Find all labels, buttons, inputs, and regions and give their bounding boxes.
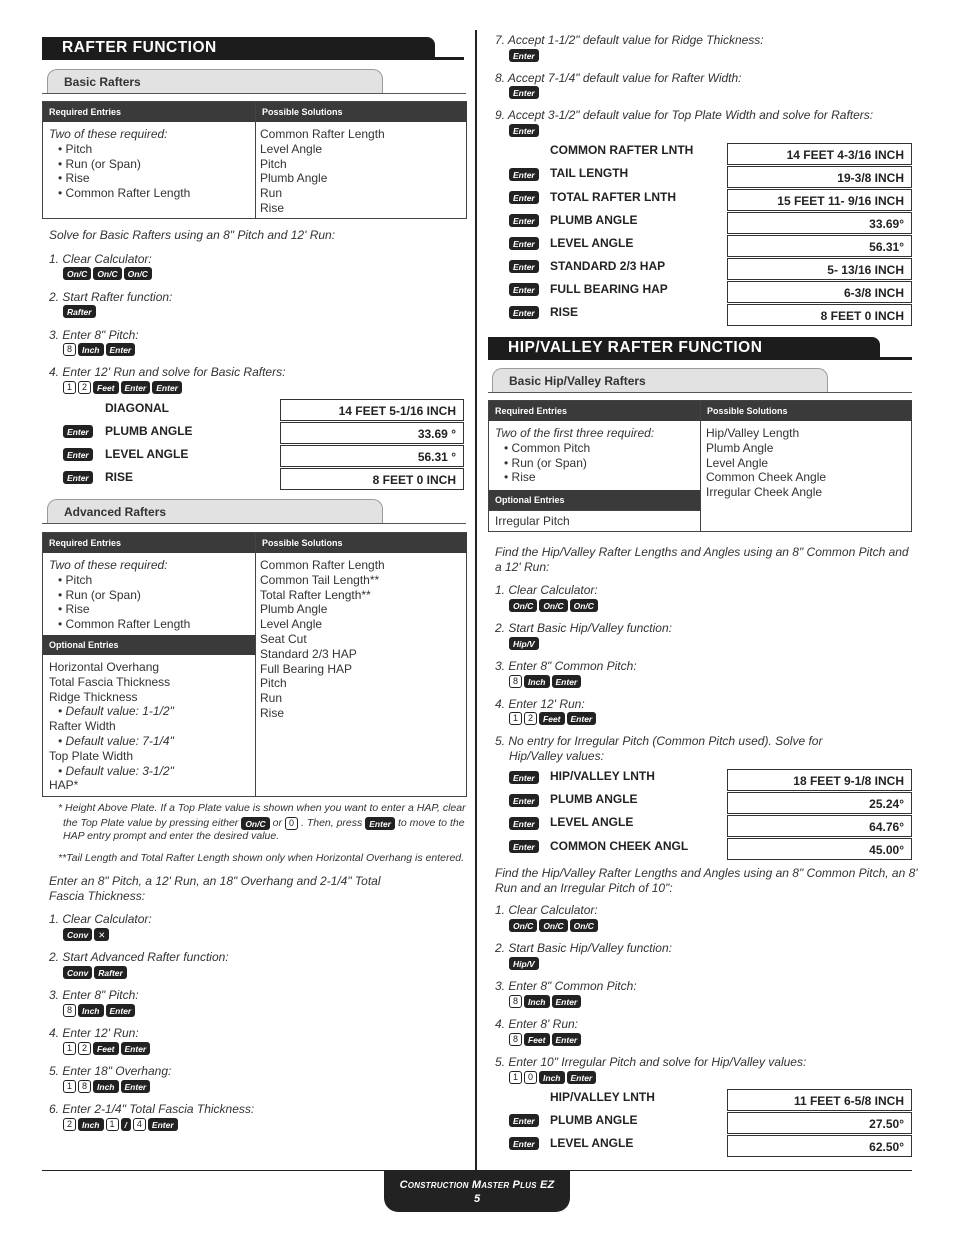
result-value: 62.50° bbox=[727, 1135, 912, 1157]
enter-key: Enter bbox=[509, 86, 539, 99]
step-text: 9. Accept 3-1/2" default value for Top Plate Width and solve for Rafters: bbox=[495, 108, 874, 122]
inch-key: Inch bbox=[78, 1004, 103, 1017]
key-sequence bbox=[63, 1080, 150, 1093]
possible-solutions-cell bbox=[260, 127, 385, 216]
list-item: • Run (or Span) bbox=[504, 455, 587, 470]
onc-key: On/C bbox=[241, 817, 269, 830]
step-text: 8. Accept 7-1/4" default value for Rafter Width: bbox=[495, 71, 742, 85]
enter-key: Enter bbox=[567, 1071, 597, 1084]
step-text: 2. Start Basic Hip/Valley function: bbox=[495, 621, 672, 635]
result-label: PLUMB ANGLE bbox=[550, 792, 638, 806]
key-sequence bbox=[63, 267, 152, 280]
rafter-key: Rafter bbox=[94, 966, 127, 979]
onc-key: On/C bbox=[539, 919, 567, 932]
inch-key: Inch bbox=[524, 675, 549, 688]
list-item: Total Fascia Thickness bbox=[49, 674, 171, 689]
enter-key: Enter bbox=[567, 712, 597, 725]
result-label: RISE bbox=[550, 305, 579, 319]
page-number: 5 bbox=[473, 1193, 481, 1205]
digit-key: 1 bbox=[63, 1080, 76, 1093]
enter-key: Enter bbox=[509, 49, 539, 62]
advanced-intro: Fascia Thickness: bbox=[49, 889, 146, 903]
list-item: Common Cheek Angle bbox=[706, 470, 827, 485]
list-item: Pitch bbox=[260, 676, 287, 691]
enter-key: Enter bbox=[106, 1004, 136, 1017]
list-item: Plumb Angle bbox=[260, 171, 328, 186]
enter-key: Enter bbox=[509, 214, 539, 227]
table-divider bbox=[255, 533, 256, 796]
required-entries-cell bbox=[49, 127, 190, 201]
list-item: • Rise bbox=[58, 171, 90, 186]
step-text: 1. Clear Calculator: bbox=[495, 583, 598, 597]
enter-key: Enter bbox=[509, 817, 539, 830]
enter-key: Enter bbox=[552, 995, 582, 1008]
list-item: • Run (or Span) bbox=[58, 587, 141, 602]
enter-key: Enter bbox=[509, 771, 539, 784]
step-text: 3. Enter 8" Common Pitch: bbox=[495, 659, 637, 673]
list-item: Rafter Width bbox=[49, 719, 116, 734]
possible-solutions-cell bbox=[706, 426, 826, 500]
possible-solutions-header: Possible Solutions bbox=[255, 102, 467, 122]
basic-hip-valley-tab: Basic Hip/Valley Rafters bbox=[492, 368, 828, 392]
result-label: LEVEL ANGLE bbox=[550, 1136, 634, 1150]
list-item: • Common Pitch bbox=[504, 440, 591, 455]
list-item: • Default value: 1-1/2" bbox=[58, 704, 174, 719]
enter-key: Enter bbox=[121, 381, 151, 394]
list-item: • Common Rafter Length bbox=[58, 617, 191, 632]
required-intro: Two of the first three required: bbox=[495, 426, 655, 440]
possible-solutions-header: Possible Solutions bbox=[700, 401, 912, 421]
result-value: 25.24° bbox=[727, 792, 912, 814]
required-entries-cell bbox=[495, 426, 654, 485]
digit-key: 8 bbox=[509, 675, 522, 688]
optional-entries-header: Optional Entries bbox=[489, 490, 700, 510]
basic-rafters-table bbox=[42, 101, 467, 219]
digit-key: 1 bbox=[63, 381, 76, 394]
enter-key: Enter bbox=[509, 306, 539, 319]
inch-key: Inch bbox=[78, 343, 103, 356]
onc-key: On/C bbox=[509, 599, 537, 612]
list-item: Rise bbox=[260, 200, 285, 215]
step-text: 6. Enter 2-1/4" Total Fascia Thickness: bbox=[49, 1102, 255, 1116]
digit-key: 1 bbox=[509, 1071, 522, 1084]
enter-key: Enter bbox=[121, 1080, 151, 1093]
step-text: 1. Clear Calculator: bbox=[49, 912, 152, 926]
basic-rafters-tab: Basic Rafters bbox=[47, 69, 383, 93]
step-text: 2. Start Rafter function: bbox=[49, 290, 173, 304]
tab-rule bbox=[42, 93, 466, 94]
result-value: 14 FEET 4-3/16 INCH bbox=[727, 143, 912, 165]
example-intro: a 12' Run: bbox=[495, 560, 550, 574]
step-text: 3. Enter 8" Pitch: bbox=[49, 988, 139, 1002]
step-text: 1. Clear Calculator: bbox=[49, 252, 152, 266]
feet-key: Feet bbox=[93, 1042, 118, 1055]
key-sequence bbox=[509, 1033, 581, 1046]
result-value: 45.00° bbox=[727, 838, 912, 860]
required-entries-header: Required Entries bbox=[43, 102, 255, 122]
list-item: Level Angle bbox=[260, 141, 323, 156]
list-item: Plumb Angle bbox=[260, 602, 328, 617]
clear-all-key: ✕ bbox=[94, 928, 109, 941]
required-entries-header: Required Entries bbox=[489, 401, 700, 421]
list-item: Standard 2/3 HAP bbox=[260, 646, 357, 661]
onc-key: On/C bbox=[570, 599, 598, 612]
digit-key: 8 bbox=[63, 1004, 76, 1017]
result-value: 14 FEET 5-1/16 INCH bbox=[280, 399, 464, 421]
tab-rule bbox=[488, 392, 912, 393]
inch-key: Inch bbox=[524, 995, 549, 1008]
onc-key: On/C bbox=[63, 267, 91, 280]
result-value: 19-3/8 INCH bbox=[727, 166, 912, 188]
possible-solutions-cell bbox=[260, 558, 385, 721]
note-text: to move to the bbox=[398, 817, 465, 829]
enter-key: Enter bbox=[509, 794, 539, 807]
list-item: • Pitch bbox=[58, 141, 93, 156]
footer-title: Construction Master Plus EZ bbox=[399, 1179, 555, 1191]
key-sequence bbox=[509, 919, 598, 932]
result-label: COMMON RAFTER LNTH bbox=[550, 143, 694, 157]
feet-key: Feet bbox=[524, 1033, 549, 1046]
step-text: 3. Enter 8" Common Pitch: bbox=[495, 979, 637, 993]
feet-key: Feet bbox=[93, 381, 118, 394]
result-value: 6-3/8 INCH bbox=[727, 281, 912, 303]
footnote-tail: **Tail Length and Total Rafter Length shown only when Horizontal Overhang is entered. bbox=[58, 852, 465, 864]
advanced-rafters-tab: Advanced Rafters bbox=[47, 499, 383, 523]
digit-key: 2 bbox=[63, 1118, 76, 1131]
possible-solutions-header: Possible Solutions bbox=[255, 533, 467, 553]
list-item: Common Tail Length** bbox=[260, 572, 380, 587]
example-intro: Find the Hip/Valley Rafter Lengths and Angles using an 8" Common Pitch, an 8' bbox=[495, 866, 918, 880]
hip-valley-function-header: HIP/VALLEY RAFTER FUNCTION bbox=[488, 337, 880, 360]
onc-key: On/C bbox=[93, 267, 121, 280]
advanced-intro: Enter an 8" Pitch, a 12' Run, an 18" Overhang and 2-1/4" Total bbox=[49, 874, 381, 888]
footnote-hap-line2 bbox=[63, 817, 465, 830]
key-sequence bbox=[509, 1071, 596, 1084]
result-label: PLUMB ANGLE bbox=[550, 1113, 638, 1127]
digit-key: 8 bbox=[78, 1080, 91, 1093]
inch-key: Inch bbox=[78, 1118, 103, 1131]
result-label: TAIL LENGTH bbox=[550, 166, 629, 180]
list-item: Rise bbox=[260, 705, 285, 720]
tab-rule bbox=[42, 523, 466, 524]
enter-key: Enter bbox=[509, 124, 539, 137]
optional-entries-cell bbox=[49, 660, 174, 793]
step-text: 1. Clear Calculator: bbox=[495, 903, 598, 917]
result-label: STANDARD 2/3 HAP bbox=[550, 259, 666, 273]
enter-key: Enter bbox=[509, 283, 539, 296]
key-sequence bbox=[509, 995, 581, 1008]
hip-valley-key: Hip/V bbox=[509, 957, 539, 970]
list-item: • Default value: 7-1/4" bbox=[58, 733, 174, 748]
key-sequence bbox=[509, 637, 539, 650]
optional-entries-header: Optional Entries bbox=[43, 635, 255, 655]
enter-key: Enter bbox=[365, 817, 395, 830]
result-label: FULL BEARING HAP bbox=[550, 282, 668, 296]
digit-key: 8 bbox=[63, 343, 76, 356]
enter-key: Enter bbox=[148, 1118, 178, 1131]
list-item: Level Angle bbox=[260, 617, 323, 632]
step-text: 4. Enter 12' Run and solve for Basic Rafters: bbox=[49, 365, 286, 379]
inch-key: Inch bbox=[93, 1080, 118, 1093]
note-text: the Top Plate value by pressing either bbox=[63, 817, 239, 829]
digit-key: 0 bbox=[285, 817, 298, 830]
list-item: • Common Rafter Length bbox=[58, 186, 191, 201]
result-value: 8 FEET 0 INCH bbox=[727, 304, 912, 326]
result-label: COMMON CHEEK ANGL bbox=[550, 839, 689, 853]
step-text: 4. Enter 12' Run: bbox=[49, 1026, 139, 1040]
result-value: 56.31° bbox=[727, 235, 912, 257]
list-item: Pitch bbox=[260, 156, 287, 171]
key-sequence bbox=[63, 1004, 135, 1017]
cell-rule bbox=[489, 510, 700, 511]
key-sequence bbox=[509, 675, 581, 688]
step-text: 4. Enter 12' Run: bbox=[495, 697, 585, 711]
result-value: 15 FEET 11- 9/16 INCH bbox=[727, 189, 912, 211]
key-sequence bbox=[63, 1118, 178, 1131]
result-label: LEVEL ANGLE bbox=[550, 236, 634, 250]
enter-key: Enter bbox=[509, 840, 539, 853]
conv-key: Conv bbox=[63, 928, 92, 941]
feet-key: Feet bbox=[539, 712, 564, 725]
step-text: 4. Enter 8' Run: bbox=[495, 1017, 579, 1031]
conv-key: Conv bbox=[63, 966, 92, 979]
section-rule bbox=[42, 57, 464, 60]
required-entries-header: Required Entries bbox=[43, 533, 255, 553]
note-text: . Then, press bbox=[300, 817, 363, 829]
example-intro: Run and an Irregular Pitch of 10": bbox=[495, 881, 673, 895]
step-text: 7. Accept 1-1/2" default value for Ridge Thickness: bbox=[495, 33, 764, 47]
digit-key: 2 bbox=[78, 381, 91, 394]
onc-key: On/C bbox=[124, 267, 152, 280]
result-label: HIP/VALLEY LNTH bbox=[550, 769, 655, 783]
step-text: 2. Start Basic Hip/Valley function: bbox=[495, 941, 672, 955]
key-sequence bbox=[63, 305, 96, 318]
optional-entries-cell bbox=[495, 514, 570, 529]
footer-tab bbox=[384, 1170, 570, 1212]
digit-key: 2 bbox=[524, 712, 537, 725]
list-item: Run bbox=[260, 691, 283, 706]
key-sequence bbox=[63, 1042, 150, 1055]
table-divider bbox=[255, 102, 256, 218]
list-item: Level Angle bbox=[706, 455, 769, 470]
result-value: 33.69 ° bbox=[280, 422, 464, 444]
result-value: 64.76° bbox=[727, 815, 912, 837]
digit-key: 8 bbox=[509, 1033, 522, 1046]
list-item: Plumb Angle bbox=[706, 440, 774, 455]
rafter-key: Rafter bbox=[63, 305, 96, 318]
enter-key: Enter bbox=[106, 343, 136, 356]
digit-key: 1 bbox=[63, 1042, 76, 1055]
list-item: • Run (or Span) bbox=[58, 156, 141, 171]
example-intro: Find the Hip/Valley Rafter Lengths and Angles using an 8" Common Pitch and bbox=[495, 545, 909, 559]
enter-key: Enter bbox=[509, 168, 539, 181]
digit-key: 4 bbox=[133, 1118, 146, 1131]
list-item: • Rise bbox=[58, 602, 90, 617]
list-item: Horizontal Overhang bbox=[49, 660, 160, 674]
key-sequence bbox=[63, 966, 127, 979]
result-label: DIAGONAL bbox=[105, 401, 169, 415]
step-text: 5. Enter 18" Overhang: bbox=[49, 1064, 172, 1078]
enter-key: Enter bbox=[509, 1137, 539, 1150]
onc-key: On/C bbox=[570, 919, 598, 932]
list-item: Common Rafter Length bbox=[260, 127, 385, 141]
key-sequence bbox=[509, 49, 539, 62]
key-sequence bbox=[63, 343, 135, 356]
key-sequence bbox=[509, 712, 596, 725]
list-item: • Default value: 3-1/2" bbox=[58, 763, 174, 778]
onc-key: On/C bbox=[509, 919, 537, 932]
result-value: 33.69° bbox=[727, 212, 912, 234]
step-text: Hip/Valley values: bbox=[509, 749, 604, 763]
result-label: PLUMB ANGLE bbox=[105, 424, 193, 438]
result-label: TOTAL RAFTER LNTH bbox=[550, 190, 676, 204]
list-item: Irregular Cheek Angle bbox=[706, 485, 823, 500]
enter-key: Enter bbox=[509, 260, 539, 273]
enter-key: Enter bbox=[509, 191, 539, 204]
enter-key: Enter bbox=[63, 448, 93, 461]
inch-key: Inch bbox=[539, 1071, 564, 1084]
enter-key: Enter bbox=[552, 675, 582, 688]
section-rule bbox=[488, 357, 912, 360]
list-item: Common Rafter Length bbox=[260, 558, 385, 572]
result-label: LEVEL ANGLE bbox=[550, 815, 634, 829]
enter-key: Enter bbox=[121, 1042, 151, 1055]
result-value: 8 FEET 0 INCH bbox=[280, 468, 464, 490]
result-label: RISE bbox=[105, 470, 134, 484]
rafter-function-header: RAFTER FUNCTION bbox=[42, 37, 435, 60]
digit-key: 1 bbox=[509, 712, 522, 725]
required-entries-cell bbox=[49, 558, 190, 632]
step-text: 3. Enter 8" Pitch: bbox=[49, 328, 139, 342]
note-text: or bbox=[272, 817, 282, 829]
result-value: 5- 13/16 INCH bbox=[727, 258, 912, 280]
table-divider bbox=[700, 401, 701, 531]
list-item: Run bbox=[260, 186, 283, 201]
enter-key: Enter bbox=[552, 1033, 582, 1046]
list-item: Full Bearing HAP bbox=[260, 661, 353, 676]
digit-key: 8 bbox=[509, 995, 522, 1008]
step-text: 5. No entry for Irregular Pitch (Common Pitch used). Solve for bbox=[495, 734, 823, 748]
list-item: Irregular Pitch bbox=[495, 514, 570, 528]
list-item: Ridge Thickness bbox=[49, 689, 138, 704]
footnote-hap-line3: HAP entry prompt and enter the desired value. bbox=[63, 830, 280, 842]
fraction-key: / bbox=[121, 1118, 131, 1131]
enter-key: Enter bbox=[63, 471, 93, 484]
basic-intro: Solve for Basic Rafters using an 8" Pitch and 12' Run: bbox=[49, 228, 336, 242]
advanced-rafters-table bbox=[42, 532, 467, 797]
digit-key: 0 bbox=[524, 1071, 537, 1084]
digit-key: 2 bbox=[78, 1042, 91, 1055]
key-sequence bbox=[509, 957, 539, 970]
result-value: 56.31 ° bbox=[280, 445, 464, 467]
enter-key: Enter bbox=[63, 425, 93, 438]
enter-key: Enter bbox=[509, 237, 539, 250]
required-intro: Two of these required: bbox=[49, 127, 168, 141]
key-sequence bbox=[63, 928, 109, 941]
result-value: 27.50° bbox=[727, 1112, 912, 1134]
required-intro: Two of these required: bbox=[49, 558, 168, 572]
list-item: Top Plate Width bbox=[49, 748, 134, 763]
enter-key: Enter bbox=[509, 1114, 539, 1127]
step-text: 5. Enter 10" Irregular Pitch and solve for Hip/Valley values: bbox=[495, 1055, 807, 1069]
key-sequence bbox=[509, 86, 539, 99]
key-sequence bbox=[509, 124, 539, 137]
digit-key: 1 bbox=[106, 1118, 119, 1131]
hip-valley-key: Hip/V bbox=[509, 637, 539, 650]
list-item: • Pitch bbox=[58, 572, 93, 587]
result-label: LEVEL ANGLE bbox=[105, 447, 189, 461]
list-item: HAP* bbox=[49, 778, 79, 793]
column-divider bbox=[475, 30, 477, 1170]
list-item: Seat Cut bbox=[260, 631, 307, 646]
key-sequence bbox=[509, 599, 598, 612]
list-item: • Rise bbox=[504, 470, 536, 485]
result-label: PLUMB ANGLE bbox=[550, 213, 638, 227]
enter-key: Enter bbox=[152, 381, 182, 394]
list-item: Total Rafter Length** bbox=[260, 587, 371, 602]
hip-valley-table bbox=[488, 400, 912, 532]
step-text: 2. Start Advanced Rafter function: bbox=[49, 950, 229, 964]
result-label: HIP/VALLEY LNTH bbox=[550, 1090, 655, 1104]
onc-key: On/C bbox=[539, 599, 567, 612]
result-value: 11 FEET 6-5/8 INCH bbox=[727, 1089, 912, 1111]
result-value: 18 FEET 9-1/8 INCH bbox=[727, 769, 912, 791]
footnote-hap: * Height Above Plate. If a Top Plate value is shown when you want to enter a HAP, clear bbox=[58, 802, 466, 814]
list-item: Hip/Valley Length bbox=[706, 426, 800, 440]
key-sequence bbox=[63, 381, 182, 394]
